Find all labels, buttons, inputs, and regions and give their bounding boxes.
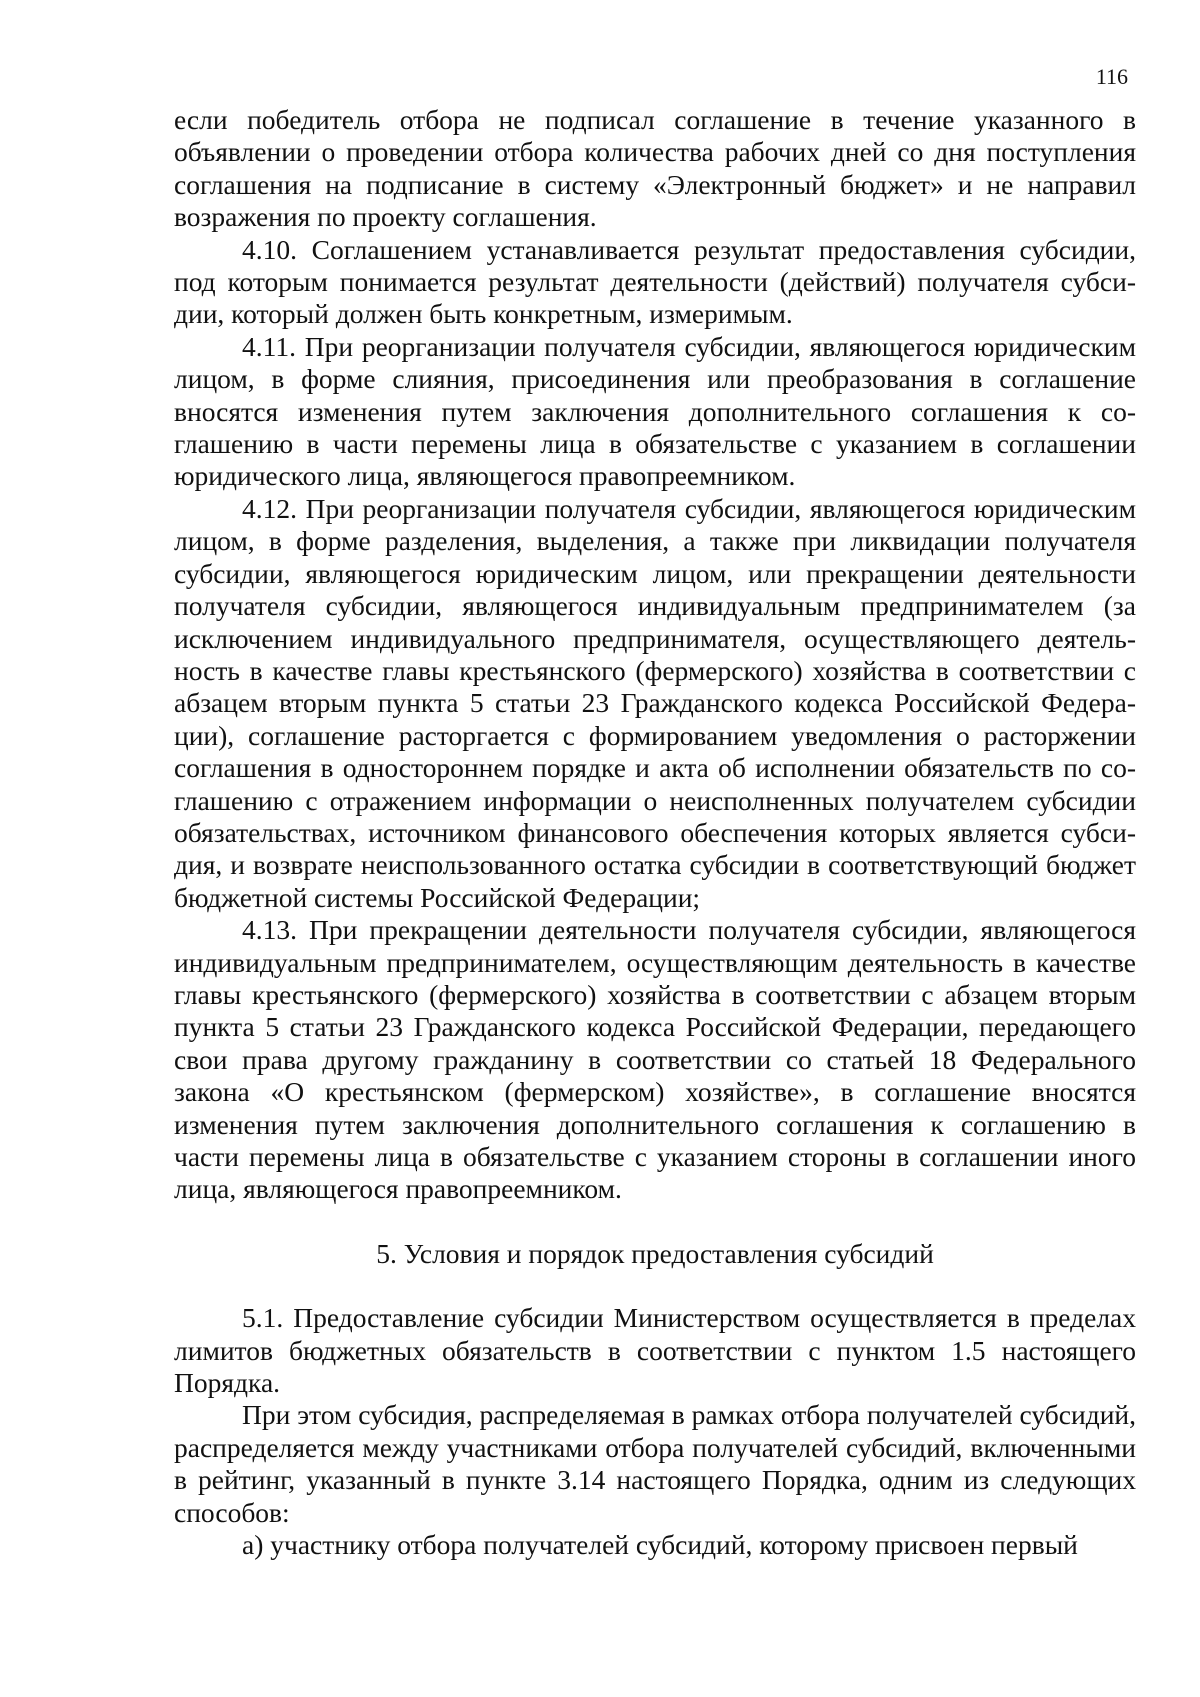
document-body [174,104,1136,1561]
paragraph-4-13: 4.13. При прекращении деятельности получателя субсидии, являющегося индивидуальным предпринимателем, осуществляющим деятельность в качестве главы крестьянского (фермерского) хозяйства в соответствии с абзацем вторым пункта 5 статьи 23 Гражданского кодекса Российской Федерации, передающего свои права другому гражданину в соответствии со статьей 18 Федерального закона «О крестьянском (фермерском) хозяйстве», в соглашение вносятся изменения путем заключения дополнительного соглашения к соглашению в части перемены лица в обязательстве с указанием стороны в соглашении иного лица, являющегося правопреемником. [174,914,1136,1205]
paragraph-4-10: 4.10. Соглашением устанавливается результат предоставления субсидии, под которым понимается результат деятельности (действий) получателя субсидии, который должен быть конкретным, измеримым. [174,233,1136,330]
paragraph-distribution: При этом субсидия, распределяемая в рамках отбора получателей субсидий, распределяется между участниками отбора получателей субсидий, включенными в рейтинг, указанный в пункте 3.14 настоящего Порядка, одним из следующих способов: [174,1399,1136,1528]
paragraph-4-12: 4.12. При реорганизации получателя субсидии, являющегося юридическим лицом, в форме разделения, выделения, а также при ликвидации получателя субсидии, являющегося юридическим лицом, или прекращении деятельности получателя субсидии, являющегося индивидуальным предпринимателем (за исключением индивидуального предпринимателя, осуществляющего деятельность в качестве главы крестьянского (фермерского) хозяйства в соответствии с абзацем вторым пункта 5 статьи 23 Гражданского кодекса Российской Федерации), соглашение расторгается с формированием уведомления о расторжении соглашения в одностороннем порядке и акта об исполнении обязательств по соглашению с отражением информации о неисполненных получателем субсидии обязательствах, источником финансового обеспечения которых является субсидия, и возврате неиспользованного остатка субсидии в соответствующий бюджет бюджетной системы Российской Федерации; [174,492,1136,913]
page-number: 116 [1095,64,1128,89]
paragraph-continuation: если победитель отбора не подписал соглашение в течение указанного в объявлении о проведении отбора количества рабочих дней со дня поступления соглашения на подписание в систему «Электронный бюджет» и не направил возражения по проекту соглашения. [174,104,1136,233]
section-heading: 5. Условия и порядок предоставления субсидий [376,1237,934,1269]
paragraph-4-11: 4.11. При реорганизации получателя субсидии, являющегося юридическим лицом, в форме слияния, присоединения или преобразования в соглашение вносятся изменения путем заключения дополнительного соглашения к соглашению в части перемены лица в обязательстве с указанием в соглашении юридического лица, являющегося правопреемником. [174,330,1136,492]
paragraph-item-a: а) участнику отбора получателей субсидий, которому присвоен первый [242,1529,1078,1561]
paragraph-5-1: 5.1. Предоставление субсидии Министерством осуществляется в пределах лимитов бюджетных обязательств в соответствии с пунктом 1.5 настоящего Порядка. [174,1302,1136,1399]
